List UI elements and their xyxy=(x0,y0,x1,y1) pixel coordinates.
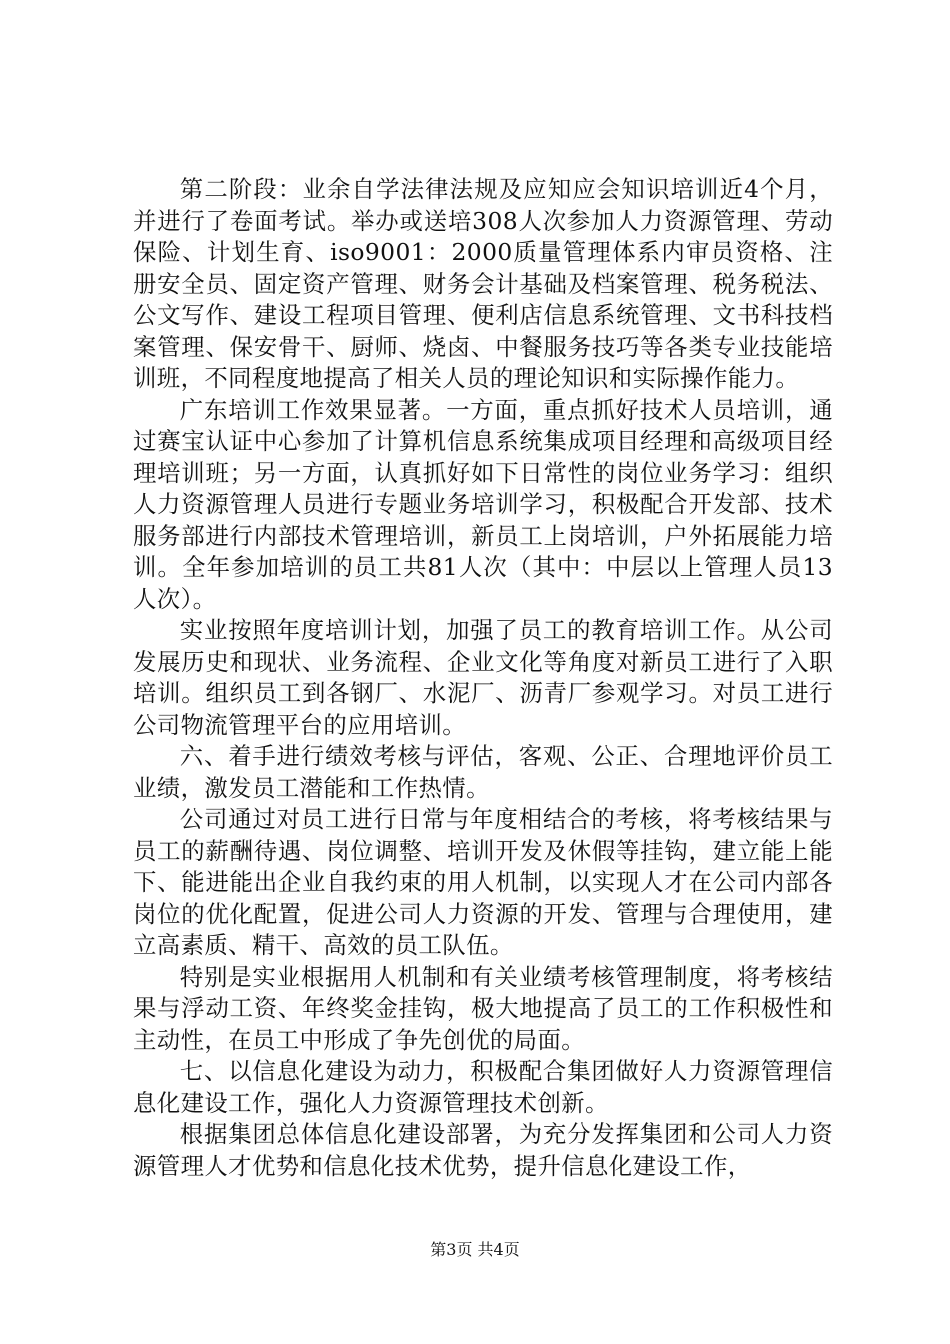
paragraph-informatization: 根据集团总体信息化建设部署，为充分发挥集团和公司人力资源管理人才优势和信息化技术优势，提升信息化建设工作， xyxy=(133,1120,833,1180)
page-footer: 第3页 共4页 xyxy=(430,1240,520,1259)
paragraph-section-six-heading: 六、着手进行绩效考核与评估，客观、公正、合理地评价员工业绩，激发员工潜能和工作热情。 xyxy=(133,742,833,802)
body-text xyxy=(133,174,833,1182)
paragraph-industry-assessment: 特别是实业根据用人机制和有关业绩考核管理制度，将考核结果与浮动工资、年终奖金挂钩，极大地提高了员工的工作积极性和主动性，在员工中形成了争先创优的局面。 xyxy=(133,962,833,1054)
paragraph-performance-assessment: 公司通过对员工进行日常与年度相结合的考核，将考核结果与员工的薪酬待遇、岗位调整、培训开发及休假等挂钩，建立能上能下、能进能出企业自我约束的用人机制，以实现人才在公司内部各岗位的优化配置，促进公司人力资源的开发、管理与合理使用，建立高素质、精干、高效的员工队伍。 xyxy=(133,805,833,959)
paragraph-guangdong-training: 广东培训工作效果显著。一方面，重点抓好技术人员培训，通过赛宝认证中心参加了计算机信息系统集成项目经理和高级项目经理培训班；另一方面，认真抓好如下日常性的岗位业务学习：组织人力资源管理人员进行专题业务培训学习，积极配合开发部、技术服务部进行内部技术管理培训，新员工上岗培训，户外拓展能力培训。全年参加培训的员工共81人次（其中：中层以上管理人员13人次）。 xyxy=(133,395,833,613)
paragraph-section-seven-heading: 七、以信息化建设为动力，积极配合集团做好人力资源管理信息化建设工作，强化人力资源管理技术创新。 xyxy=(133,1057,833,1117)
paragraph-industry-training: 实业按照年度培训计划，加强了员工的教育培训工作。从公司发展历史和现状、业务流程、企业文化等角度对新员工进行了入职培训。组织员工到各钢厂、水泥厂、沥青厂参观学习。对员工进行公司物流管理平台的应用培训。 xyxy=(133,616,833,739)
paragraph-training-stage-two: 第二阶段：业余自学法律法规及应知应会知识培训近4个月，并进行了卷面考试。举办或送培308人次参加人力资源管理、劳动保险、计划生育、iso9001：2000质量管理体系内审员资格、注册安全员、固定资产管理、财务会计基础及档案管理、税务税法、公文写作、建设工程项目管理、便利店信息系统管理、文书科技档案管理、保安骨干、厨师、烧卤、中餐服务技巧等各类专业技能培训班，不同程度地提高了相关人员的理论知识和实际操作能力。 xyxy=(133,175,833,392)
